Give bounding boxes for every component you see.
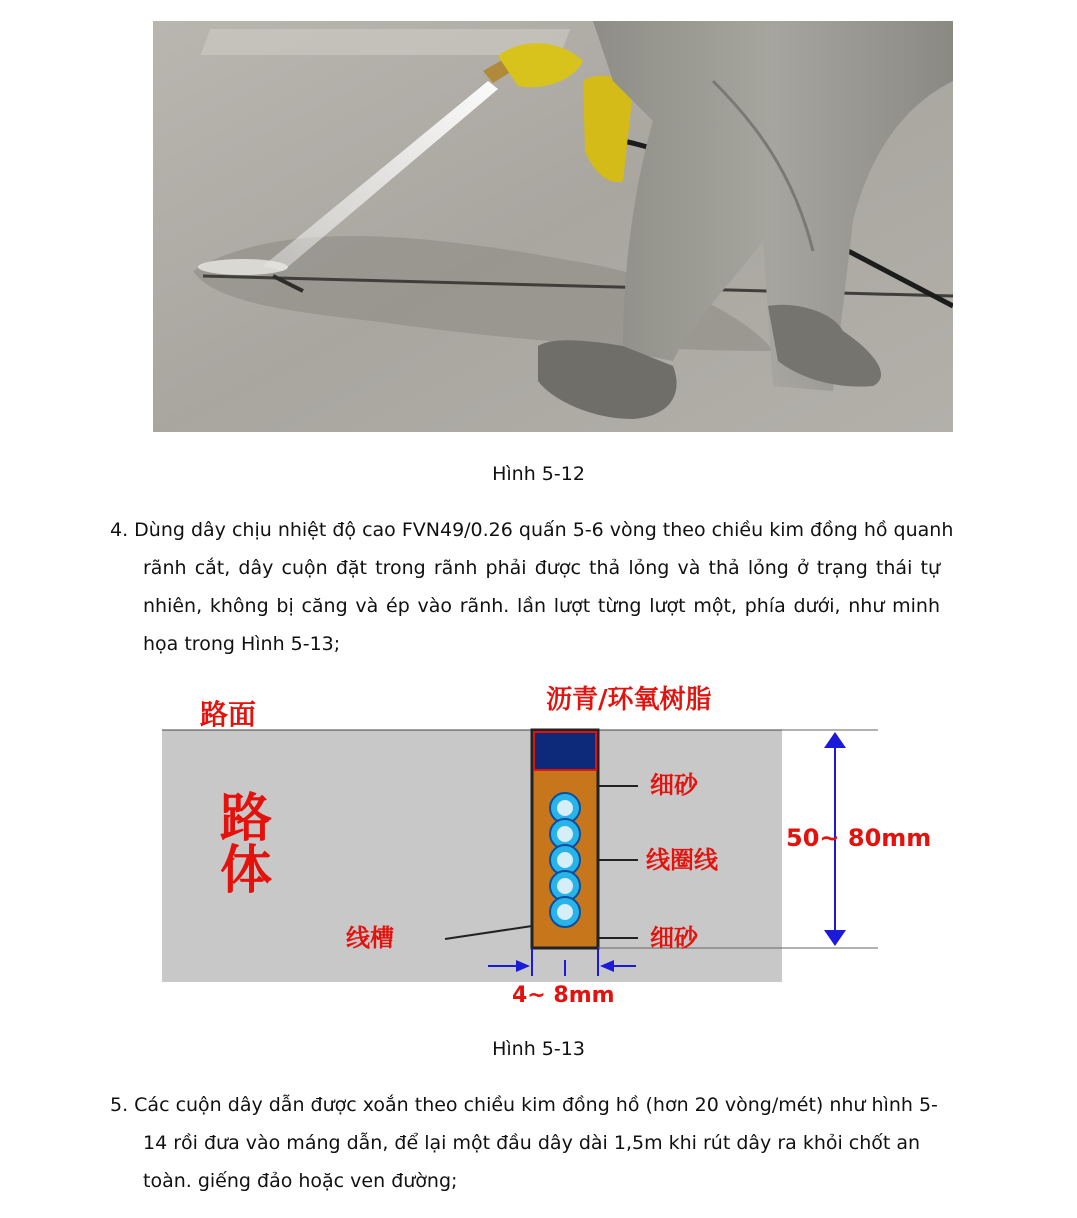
label-fine-sand-top: 细砂 xyxy=(650,771,698,799)
step-5-line: 5. Các cuộn dây dẫn được xoắn theo chiều kim đồng hồ (hơn 20 vòng/mét) như hình 5- xyxy=(110,1094,938,1116)
coil-wires xyxy=(550,793,580,927)
step-5-paragraph xyxy=(110,1086,940,1200)
step-4-paragraph xyxy=(110,511,954,663)
figure-5-13-caption: Hình 5-13 xyxy=(492,1038,585,1060)
label-sealant: 沥青/环氧树脂 xyxy=(546,685,712,715)
figure-5-13-diagram xyxy=(150,676,990,1012)
label-road-surface: 路面 xyxy=(200,698,257,731)
label-width: 4~ 8mm xyxy=(512,983,615,1008)
label-coil-wire: 线圈线 xyxy=(646,846,718,874)
step-5-line: toàn. giếng đảo hoặc ven đường; xyxy=(143,1170,458,1192)
label-road-body-2: 体 xyxy=(220,841,273,901)
figure-5-12-caption: Hình 5-12 xyxy=(492,463,585,485)
step-4-line: 4. Dùng dây chịu nhiệt độ cao FVN49/0.26 quấn 5-6 vòng theo chiều kim đồng hồ quanh xyxy=(110,519,954,541)
label-depth: 50~ 80mm xyxy=(786,824,932,852)
label-wire-slot: 线槽 xyxy=(346,924,394,952)
sealant-layer xyxy=(534,732,596,770)
step-5-line: 14 rồi đưa vào máng dẫn, để lại một đầu dây dài 1,5m khi rút dây ra khỏi chốt an xyxy=(143,1132,921,1154)
label-fine-sand-bottom: 细砂 xyxy=(650,924,698,952)
step-4-line: họa trong Hình 5-13; xyxy=(143,633,341,655)
figure-5-12-photo xyxy=(153,21,953,432)
step-4-line: nhiên, không bị căng và ép vào rãnh. lần lượt từng lượt một, phía dưới, như minh xyxy=(143,595,940,617)
label-road-body-1: 路 xyxy=(220,789,273,849)
step-4-line: rãnh cắt, dây cuộn đặt trong rãnh phải được thả lỏng và thả lỏng ở trạng thái tự xyxy=(143,557,940,579)
